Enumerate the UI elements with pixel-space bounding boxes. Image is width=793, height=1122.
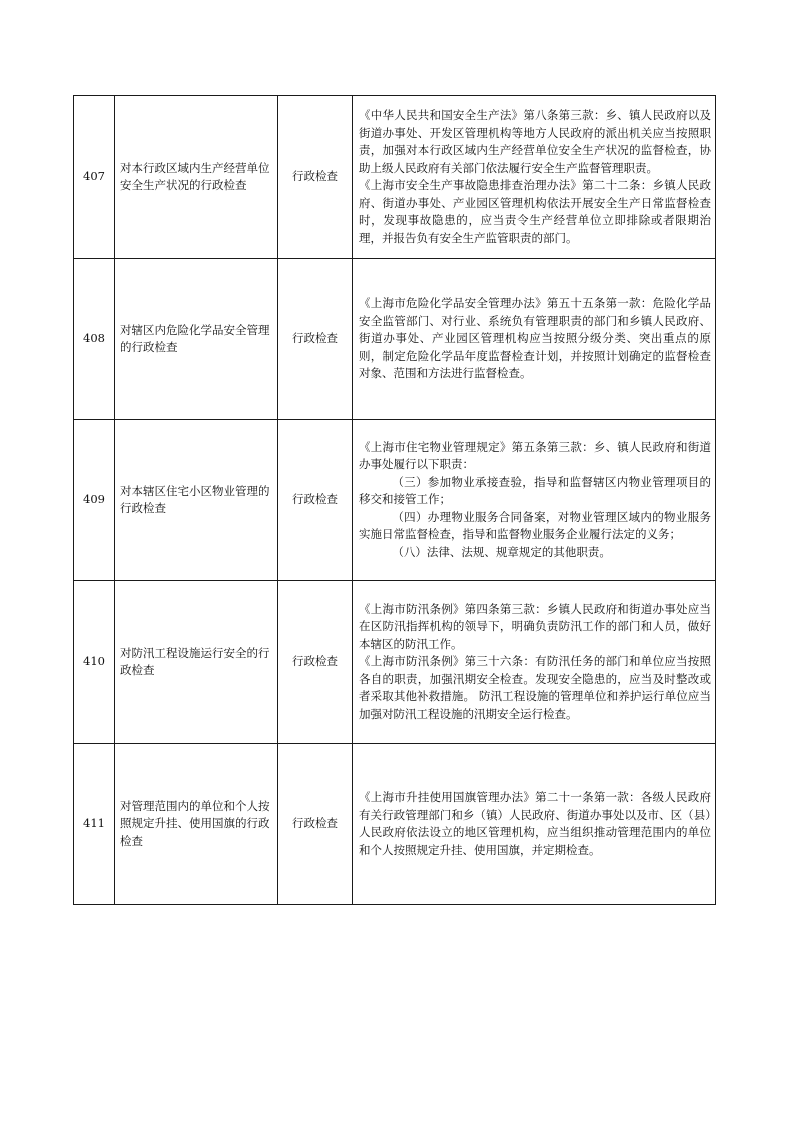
table-row [74, 96, 716, 259]
legal-basis-paragraph: 《上海市危险化学品安全管理办法》第五十五条第一款：危险化学品安全监管部门、对行业、系统负有管理职责的部门和乡镇人民政府、街道办事处、产业园区管理机构应当按照分级分类、突出重点的原则，制定危险化学品年度监督检查计划，并按照计划确定的监督检查对象、范围和方法进行监督检查。 [359, 296, 711, 381]
legal-basis-paragraph: 《上海市升挂使用国旗管理办法》第二十一条第一款：各级人民政府有关行政管理部门和乡（镇）人民政府、街道办事处以及市、区（县）人民政府依法设立的地区管理机构，应当组织推动管理范围内的单位和个人按照规定升挂、使用国旗，并定期检查。 [359, 790, 711, 857]
item-type: 行政检查 [278, 581, 353, 744]
item-name: 对本辖区住宅小区物业管理的行政检查 [115, 420, 278, 581]
item-type: 行政检查 [278, 96, 353, 259]
item-number: 409 [74, 420, 115, 581]
legal-basis-paragraph: （四）办理物业服务合同备案，对物业管理区域内的物业服务实施日常监督检查，指导和监督物业服务企业履行法定的义务； [359, 509, 711, 542]
legal-basis-cell [353, 259, 716, 420]
item-type: 行政检查 [278, 259, 353, 420]
item-name: 对本行政区域内生产经营单位安全生产状况的行政检查 [115, 96, 278, 259]
item-name: 对防汛工程设施运行安全的行政检查 [115, 581, 278, 744]
table-body [74, 96, 716, 905]
legal-basis-paragraph: 《上海市住宅物业管理规定》第五条第三款：乡、镇人民政府和街道办事处履行以下职责： [359, 439, 711, 472]
table-row [74, 420, 716, 581]
item-number: 410 [74, 581, 115, 744]
table-row [74, 744, 716, 905]
legal-basis-cell [353, 420, 716, 581]
legal-basis-cell [353, 744, 716, 905]
legal-basis-cell [353, 96, 716, 259]
legal-basis-paragraph: 《中华人民共和国安全生产法》第八条第三款：乡、镇人民政府以及街道办事处、开发区管理机构等地方人民政府的派出机关应当按照职责，加强对本行政区域内生产经营单位安全生产状况的监督检查，协助上级人民政府有关部门依法履行安全生产监督管理职责。 [359, 108, 711, 175]
table-row [74, 581, 716, 744]
item-name: 对辖区内危险化学品安全管理的行政检查 [115, 259, 278, 420]
item-type: 行政检查 [278, 744, 353, 905]
item-number: 407 [74, 96, 115, 259]
legal-basis-cell [353, 581, 716, 744]
item-type: 行政检查 [278, 420, 353, 581]
legal-basis-paragraph: （八）法律、法规、规章规定的其他职责。 [392, 544, 611, 559]
item-number: 408 [74, 259, 115, 420]
legal-basis-paragraph: （三）参加物业承接查验，指导和监督辖区内物业管理项目的移交和接管工作； [359, 474, 711, 507]
item-number: 411 [74, 744, 115, 905]
legal-basis-paragraph: 《上海市安全生产事故隐患排查治理办法》第二十二条：乡镇人民政府、街道办事处、产业园区管理机构依法开展安全生产日常监督检查时，发现事故隐患的，应当责令生产经营单位立即排除或者限期治理，并报告负有安全生产监管职责的部门。 [359, 178, 711, 245]
inspection-items-table [73, 95, 716, 905]
legal-basis-paragraph: 《上海市防汛条例》第三十六条：有防汛任务的部门和单位应当按照各自的职责，加强汛期安全检查。发现安全隐患的，应当及时整改或者采取其他补救措施。 防汛工程设施的管理单位和养护运行单位应当加强对防汛工程设施的汛期安全运行检查。 [359, 654, 711, 721]
table-row [74, 259, 716, 420]
legal-basis-paragraph: 《上海市防汛条例》第四条第三款：乡镇人民政府和街道办事处应当在区防汛指挥机构的领导下，明确负责防汛工作的部门和人员，做好本辖区的防汛工作。 [359, 601, 711, 651]
item-name: 对管理范围内的单位和个人按照规定升挂、使用国旗的行政检查 [115, 744, 278, 905]
